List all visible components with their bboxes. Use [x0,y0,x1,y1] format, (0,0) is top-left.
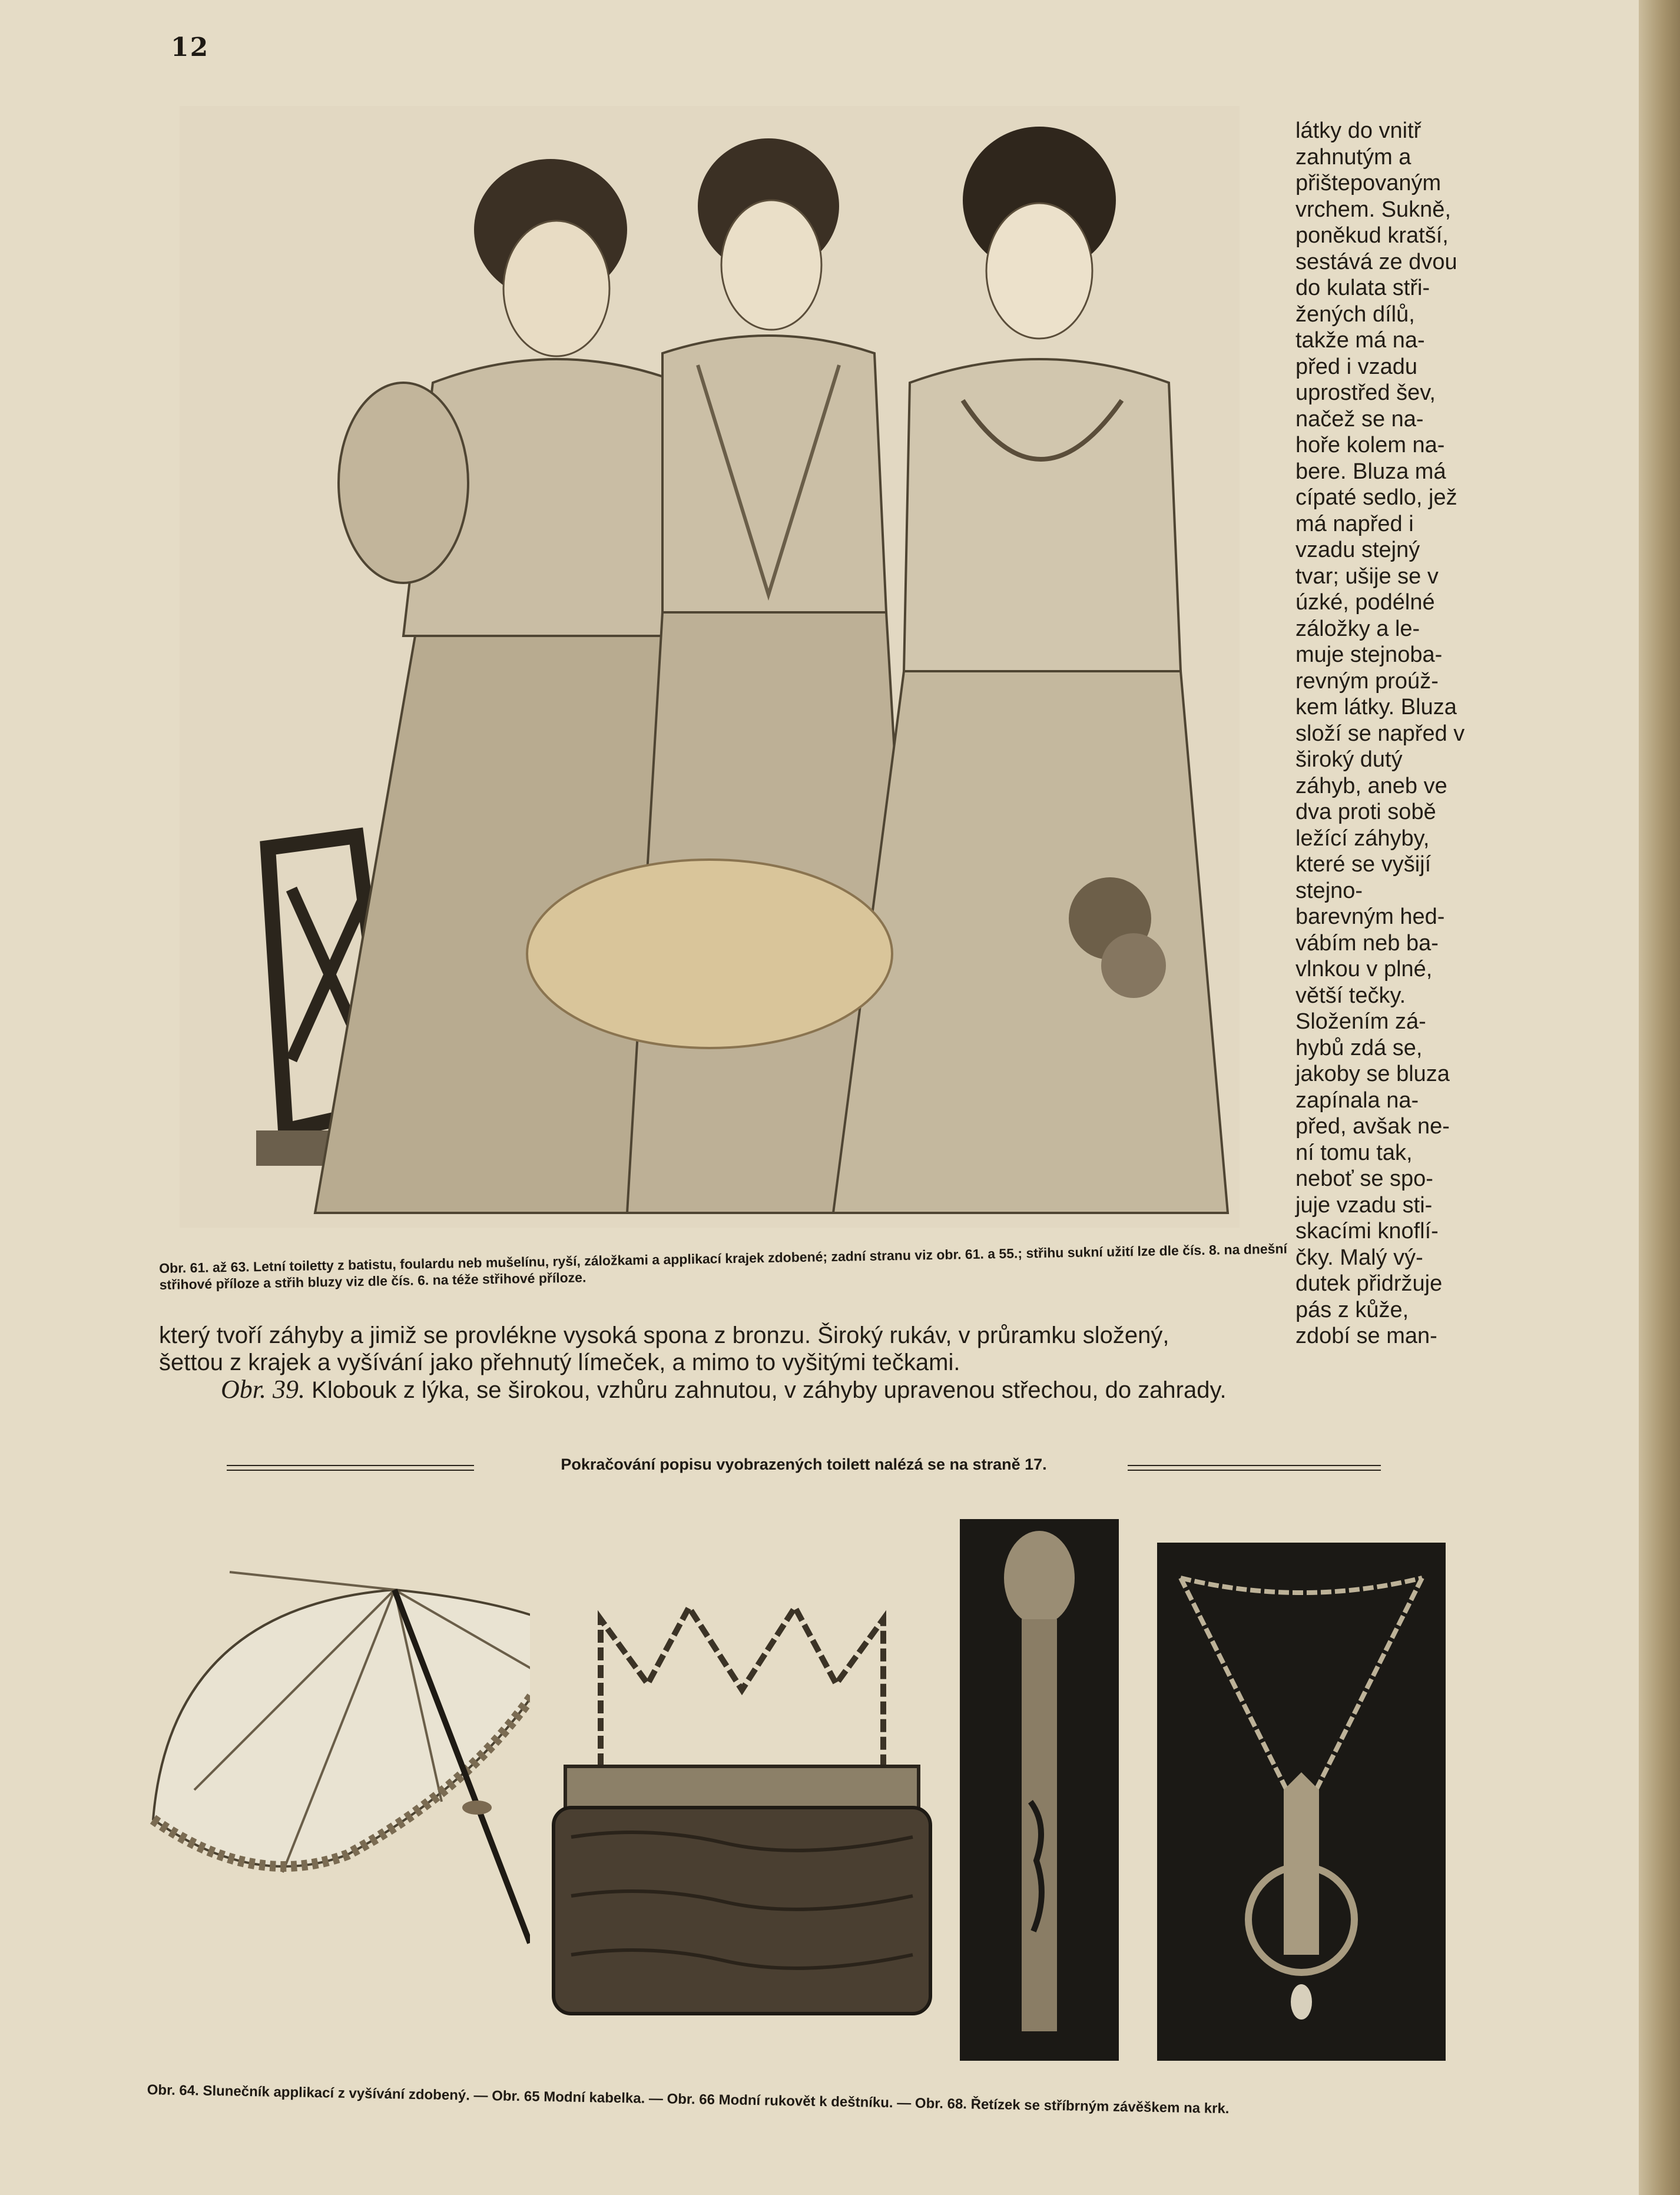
book-spine [1639,0,1680,2195]
continuation-text: Pokračování popisu vyobrazených toilett nalézá se na straně 17. [561,1455,1047,1473]
main-illustration-caption: Obr. 61. až 63. Letní toiletty z batistu, foulardu neb mušelínu, ryší, záložkami a applikací krajek zdobené; zadní stranu viz obr. 61. a 55.; střihu sukní užití lze dle čís. 8. na dnešní střihové příloze a střih bluzy viz dle čís. 6. na téže střihové příloze. [159,1241,1288,1292]
divider-right [1128,1465,1381,1471]
right-column-text [1295,118,1466,1350]
continuation-note [227,1454,1381,1478]
body-text-line-3-content: Klobouk z lýka, se širokou, vzhůru zahnutou, v záhyby upravenou střechou, do zahrady. [312,1377,1227,1403]
bottom-illustrations-caption: Obr. 64. Slunečník applikací z vyšívání zdobený. — Obr. 65 Modní kabelka. — Obr. 66 Modní rukovět k deštníku. — Obr. 68. Řetízek se stříbrným závěškem na krk. [147,2081,1230,2117]
divider-left [227,1465,474,1471]
body-text-line-1: který tvoří záhyby a jimiž se provlékne vysoká spona z bronzu. Široký rukáv, v průramku složený, [159,1322,1169,1348]
body-text [159,1322,1525,1404]
right-column-paragraph: látky do vnitř zahnutým a přištepovaným vrchem. Sukně, poněkud kratší, sestává ze dvou do kulata stři- žených dílů, takže má na- před i vzadu uprostřed šev, načež se na- hoře kolem na- bere. Bluza má cípaté sedlo, jež má napřed i vzadu stejný tvar; ušije se v úzké, podélné záložky a le- muje stejnoba- revným proúž- kem látky. Bluza složí se napřed v široký dutý záhyb, aneb ve dva proti sobě ležící záhyby, které se vyšijí stejno- barevným hed- vábím neb ba- vlnkou v plné, větší tečky. Složením zá- hybů zdá se, jakoby se bluza zapínala na- před, avšak ne- ní tomu tak, neboť se spo- juje vzadu sti- skacími knoflí- čky. Malý vý- dutek přidržuje pás z kůže, zdobí se man- [1295,118,1465,1348]
body-text-line-2: šettou z krajek a vyšívání jako přehnutý límeček, a mimo to vyšitými tečkami. [159,1350,960,1375]
three-women-illustration [180,106,1240,1228]
chain-pendant-illustration [1157,1543,1446,2061]
body-text-line-3 [159,1376,1525,1404]
parasol-illustration [135,1525,583,1949]
handbag-illustration [530,1590,954,2020]
page-number: 12 [171,32,210,62]
figure-label: Obr. 39. [221,1375,306,1404]
umbrella-handle-illustration [960,1519,1119,2061]
